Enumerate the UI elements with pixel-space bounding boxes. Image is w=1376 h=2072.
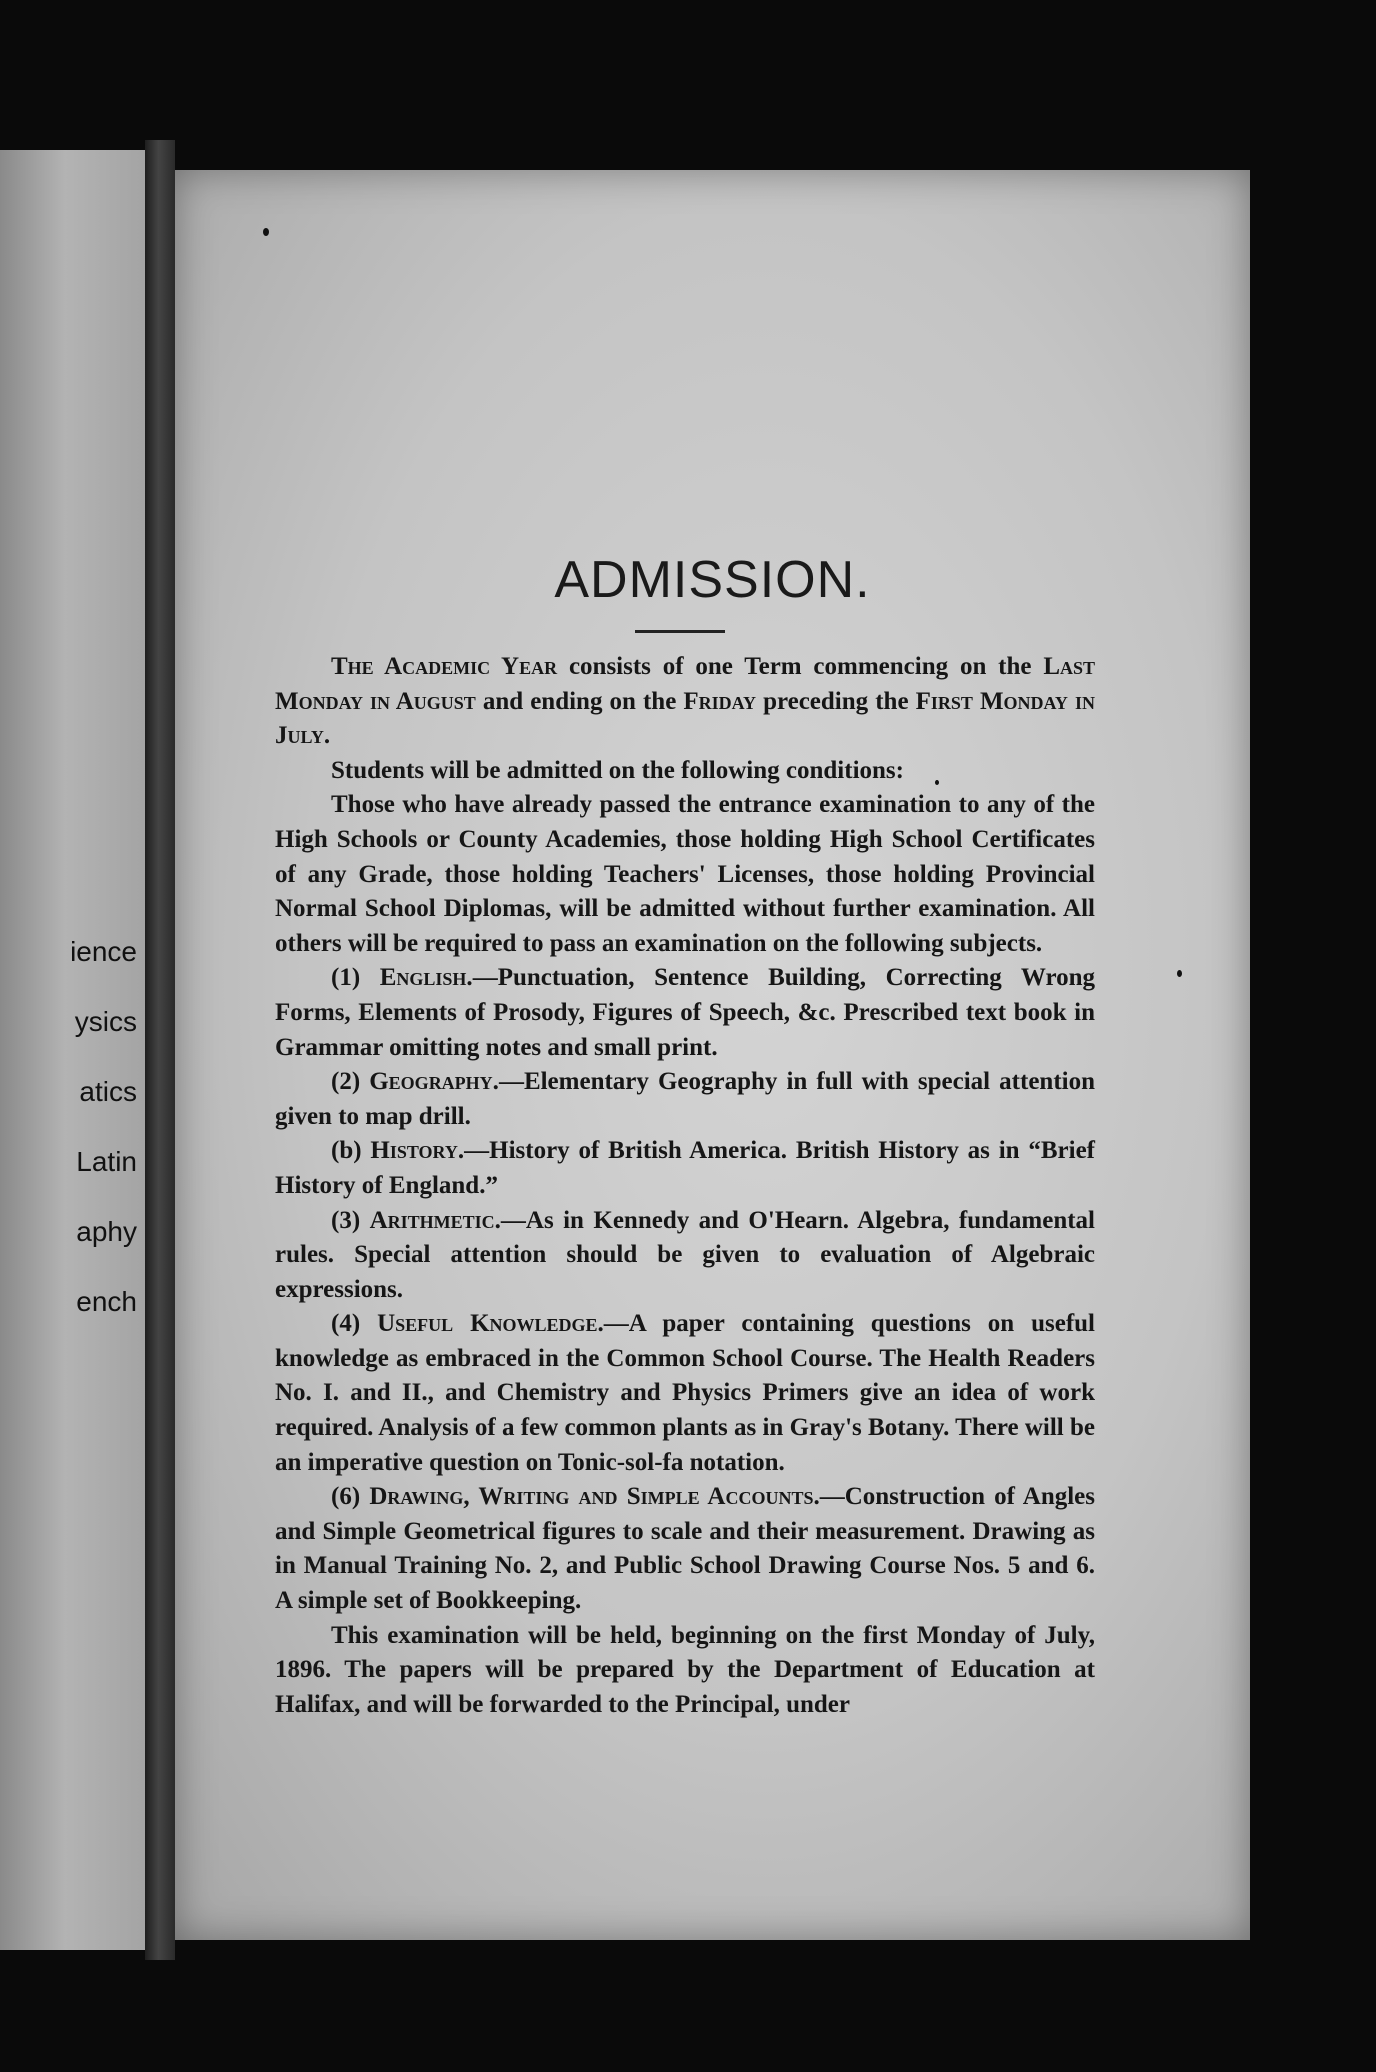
subject-description: —A paper containing questions on useful knowledge as embraced in the Common School Course. The Health Readers No. I. and II., and Chemistry and Physics Primers give an idea of work required. Analysis of a few common plants as in Gray's Botany. There will be an imperative question on Tonic-sol-fa notation. [275,1310,1095,1476]
subject-number: (3) [331,1206,361,1234]
left-page-edge [0,150,145,1950]
date-term: Friday [683,687,756,715]
subject-item [275,1134,1095,1203]
closing-paragraph: This examination will be held, beginning on the first Monday of July, 1896. The papers will be prepared by the Department of Education at Halifax, and will be forwarded to the Principal, under [275,1621,1095,1718]
subject-name: English. [379,964,473,992]
subject-number: (b) [331,1137,362,1165]
subject-number: (4) [331,1310,361,1338]
subject-item [275,961,1095,1065]
body-text [275,650,1095,1722]
subject-name: Useful Knowledge. [377,1310,604,1338]
subject-name: Geography. [369,1068,499,1096]
subject-name: Arithmetic. [369,1206,501,1234]
subject-item [275,1307,1095,1480]
subject-description: —As in Kennedy and O'Hearn. Algebra, fundamental rules. Special attention should be given to evaluation of Algebraic expressions. [275,1206,1095,1303]
ink-speck [1177,970,1182,977]
subject-item [275,1204,1095,1308]
subject-item [275,1065,1095,1134]
left-page-fragment: Latin [76,1146,137,1177]
subject-number: (2) [331,1068,361,1096]
subject-description: —History of British America. British History as in “Brief History of England.” [275,1137,1095,1199]
conditions-intro: Students will be admitted on the following conditions: [331,756,904,784]
term-heading: The Academic Year [331,653,558,680]
subject-name: Drawing, Writing and Simple Accounts. [369,1483,820,1511]
subject-description: —Construction of Angles and Simple Geometrical figures to scale and their measurement. Drawing as in Manual Training No. 2, and Public School Drawing Course Nos. 5 and 6. A simple set of Bookkeeping. [275,1483,1096,1615]
subject-item [275,1480,1095,1618]
left-page-fragment: atics [79,1076,137,1107]
subject-description: —Punctuation, Sentence Building, Correcting Wrong Forms, Elements of Prosody, Figures of Speech, &c. Prescribed text book in Grammar omitting notes and small print. [275,964,1096,1061]
text-run: consists of one Term commencing on the [557,653,1044,680]
ink-speck [263,228,269,236]
title-divider [635,630,725,633]
left-page-fragment: aphy [76,1216,137,1247]
text-run: preceding the [756,687,916,715]
left-page-fragment: ysics [74,1006,137,1037]
page-title: ADMISSION. [554,551,871,609]
text-run: and ending on the [475,687,684,715]
left-page-fragment: ench [76,1286,137,1317]
subject-name: History. [370,1137,465,1165]
document-page [175,170,1250,1940]
subject-description: —Elementary Geography in full with special attention given to map drill. [275,1068,1096,1130]
exemption-paragraph: Those who have already passed the entrance examination to any of the High Schools or County Academies, those holding High School Certificates of any Grade, those holding Teachers' Licenses, those holding Provincial Normal School Diplomas, will be admitted without further examination. All others will be required to pass an examination on the following subjects. [275,791,1095,957]
left-page-fragment: ience [70,936,137,967]
subject-number: (6) [331,1483,361,1511]
book-gutter [145,140,175,1960]
subject-number: (1) [331,964,361,992]
academic-year-paragraph [275,650,1095,754]
text-run: . [323,722,331,750]
date-term: Last Monday in August [275,653,1096,715]
date-term: First Monday in July [275,687,1095,750]
